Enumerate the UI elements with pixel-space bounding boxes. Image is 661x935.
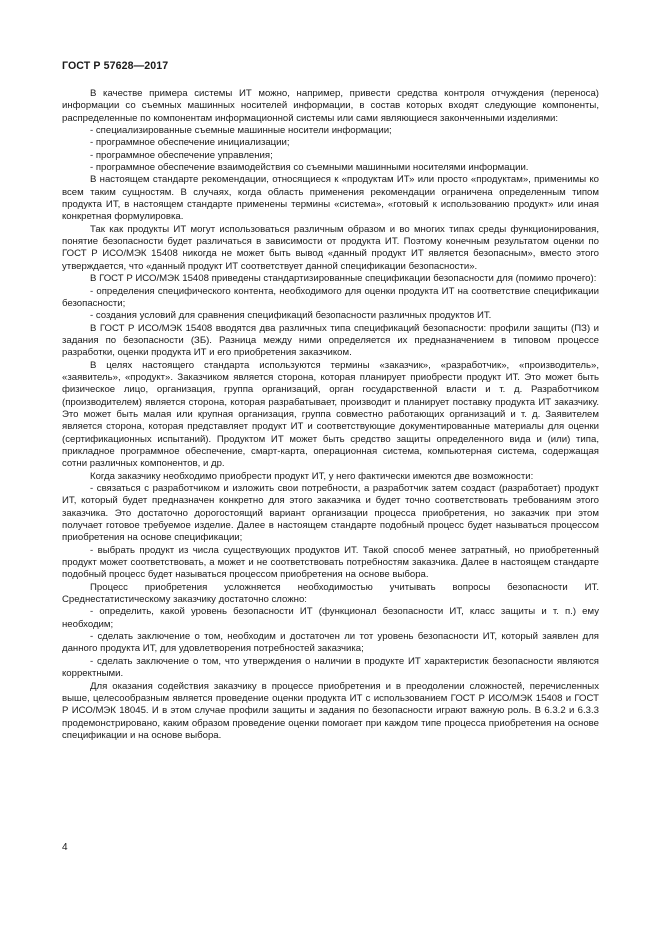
list-item: - выбрать продукт из числа существующих продуктов ИТ. Такой способ менее затратный, но приобретенный продукт может соответствовать, а может и не соответствовать потребностям заказчика. Далее в настоящем стандарте подобный процесс будет называться процессом приобретения на основе выбора.: [62, 544, 599, 581]
paragraph: Когда заказчику необходимо приобрести продукт ИТ, у него фактически имеются две возможности:: [90, 470, 534, 482]
paragraph: Так как продукты ИТ могут использоваться различным образом и во многих типах среды функционирования, понятие безопасности будет различаться в зависимости от продукта ИТ. Поэтому конечным результатом оценки по ГОСТ Р ИСО/МЭК 15408 никогда не может быть вывод «данный продукт ИТ является безопасным», вместо этого утверждается, что «данный продукт ИТ соответствует данной спецификации безопасности».: [62, 223, 599, 272]
page-number: 4: [62, 842, 68, 853]
list-item: - программное обеспечение управления;: [90, 149, 273, 161]
list-item: - сделать заключение о том, что утверждения о наличии в продукте ИТ характеристик безопасности являются корректными.: [62, 655, 599, 680]
paragraph: В ГОСТ Р ИСО/МЭК 15408 приведены стандартизированные спецификации безопасности для (помимо прочего):: [90, 273, 597, 285]
paragraph: В целях настоящего стандарта используются термины «заказчик», «разработчик», «производитель», «заявитель», «продукт». Заказчиком является сторона, которая планирует приобрести продукт ИТ. Это может быть физическое лицо, организация, группа организаций, орган государственной власти и т. д. Разработчиком (производителем) является сторона, которая разрабатывает, производит и планирует поставку продукта ИТ заказчику. Это может быть малая или крупная организация, группа совместно работающих организаций и т. д. Заявителем является сторона, которая представляет продукт ИТ и соответствующие документированные материалы для оценки (сертификационных испытаний). Продуктом ИТ может быть средство защиты определенного вида и (или) типа, прикладное программное обеспечение, смарт-карта, операционная система, компьютерная система, содержащая сотни различных компонентов, и др.: [62, 359, 599, 470]
list-item: - программное обеспечение инициализации;: [90, 137, 290, 149]
list-item: - сделать заключение о том, необходим и достаточен ли тот уровень безопасности ИТ, который заявлен для данного продукта ИТ, для удовлетворения потребностей заказчика;: [62, 631, 599, 655]
list-item: - специализированные съемные машинные носители информации;: [90, 125, 392, 137]
paragraph: В ГОСТ Р ИСО/МЭК 15408 вводятся два различных типа спецификаций безопасности: профили защиты (ПЗ) и задания по безопасности (ЗБ). Разница между ними определяется их предназначением в типовом процессе разработки, оценки продукта ИТ и его приобретения заказчиком.: [62, 322, 599, 359]
list-item: - программное обеспечение взаимодействия со съемными машинными носителями информации.: [90, 162, 529, 174]
list-item: - определения специфического контента, необходимого для оценки продукта ИТ на соответствие спецификации безопасности;: [62, 285, 599, 309]
document-header: ГОСТ Р 57628—2017: [62, 60, 169, 72]
document-body: [62, 88, 599, 742]
paragraph: Процесс приобретения усложняется необходимостью учитывать вопросы безопасности ИТ. Среднестатистическому заказчику достаточно сложно:: [62, 581, 599, 606]
paragraph: В настоящем стандарте рекомендации, относящиеся к «продуктам ИТ» или просто «продуктам», применимы ко всем таким сущностям. В случаях, когда область применения рекомендации ограничена определенным типом продукта ИТ, в настоящем стандарте применены термины «система», «готовый к использованию продукт» или иная конкретная формулировка.: [62, 174, 599, 223]
list-item: - создания условий для сравнения спецификаций безопасности различных продуктов ИТ.: [90, 310, 492, 322]
list-item: - связаться с разработчиком и изложить свои потребности, а разработчик затем создаст (разработает) продукт ИТ, который будет предназначен конкретно для этого заказчика и будет точно соответствовать требованиям этого заказчика. Это достаточно дорогостоящий вариант организации процесса приобретения, но заказчик при этом получает готовое требуемое изделие. Далее в настоящем стандарте подобный процесс будет называться процессом приобретения на основе спецификации;: [62, 483, 599, 544]
paragraph: В качестве примера системы ИТ можно, например, привести средства контроля отчуждения (переноса) информации со съемных машинных носителей информации, в состав которых входят следующие компоненты, распределенные по компонентам информационной системы или сами являющиеся законченными изделиями:: [62, 88, 599, 124]
paragraph: Для оказания содействия заказчику в процессе приобретения и в преодолении сложностей, перечисленных выше, целесообразным является проведение оценки продукта ИТ с использованием ГОСТ Р ИСО/МЭК 15408 и ГОСТ Р ИСО/МЭК 18045. И в этом случае профили защиты и задания по безопасности играют важную роль. В 6.3.2 и 6.3.3 продемонстрировано, каким образом проведение оценки помогает при каждом типе процесса приобретения на основе спецификации и на основе выбора.: [62, 680, 599, 741]
list-item: - определить, какой уровень безопасности ИТ (функционал безопасности ИТ, класс защиты и т. п.) ему необходим;: [62, 606, 599, 630]
